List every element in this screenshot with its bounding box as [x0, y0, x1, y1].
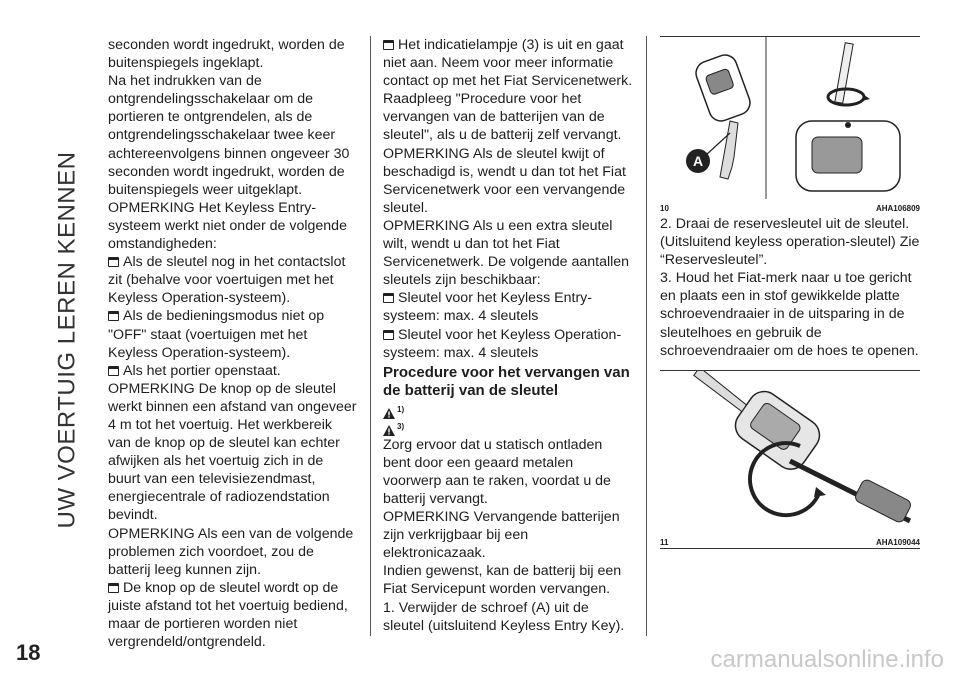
figure-10	[660, 36, 920, 213]
paragraph: 2. Draai de reservesleutel uit de sleutel. (Uitsluitend keyless operation-sleutel) Zie “Reservesleutel”.	[660, 216, 920, 269]
column-divider	[646, 36, 647, 636]
paragraph: Indien gewenst, kan de batterij bij een Fiat Servicepunt worden vervangen.	[383, 563, 622, 598]
watermark-text: carmanualsonline.info	[710, 646, 944, 673]
text-column-2	[383, 36, 633, 635]
callout-label: A	[692, 153, 704, 169]
figure-caption	[660, 204, 920, 213]
paragraph: Zorg ervoor dat u statisch ontladen bent door een geaard metalen voorwerp aan te raken, voordat u de batterij vervangt.	[383, 436, 611, 507]
bullet-item: De knop op de sleutel wordt op de juiste afstand tot het voertuig bediend, maar de portieren worden niet vergrendeld/ontgrendeld.	[108, 579, 358, 651]
paragraph: OPMERKING Vervangende batterijen zijn verkrijgbaar bij een elektronicazaak.	[383, 509, 620, 562]
key-screw-illustration	[660, 37, 920, 199]
figure-number: 10	[660, 204, 669, 213]
column-divider	[370, 36, 371, 636]
page-number: 18	[16, 640, 41, 665]
paragraph: OPMERKING De knop op de sleutel werkt binnen een afstand van ongeveer 4 m tot het voertuig. Het werkbereik van de knop op de sleutel kan echter afwijken als het voertuig zich in de buurt van een televisiezendmast, energiecentrale of radiozendstation bevindt.	[108, 380, 357, 524]
paragraph: OPMERKING Als de sleutel kwijt of beschadigd is, wendt u dan tot het Fiat Servicenetwerk voor een vervangende sleutel.	[383, 145, 626, 216]
section-title-vertical	[52, 34, 82, 634]
text-column-1	[108, 36, 358, 651]
paragraph: OPMERKING Als een van de volgende problemen zich voordoet, zou de batterij leeg kunnen zijn.	[108, 525, 354, 578]
section-heading: Procedure voor het vervangen van de batterij van de sleutel	[383, 363, 630, 399]
paragraph: Na het indrukken van de ontgrendelingsschakelaar om de portieren te ontgrendelen, als de ontgrendelingsschakelaar twee keer achtereenvolgens binnen ongeveer 30 seconden wordt ingedrukt, worden de buitenspiegels weer uitgeklapt.	[108, 73, 350, 198]
figure-code: AHA106809	[875, 204, 920, 213]
paragraph: 1. Verwijder de schroef (A) uit de sleutel (uitsluitend Keyless Entry Key).	[383, 599, 625, 634]
warning-ref-number: 3)	[397, 421, 405, 431]
warning-ref	[383, 402, 633, 419]
bullet-item: Sleutel voor het Keyless Operation-systeem: max. 4 sleutels	[383, 326, 633, 362]
figure-caption	[660, 538, 920, 547]
figure-code: AHA109044	[875, 538, 920, 547]
warning-icon	[383, 408, 395, 419]
paragraph: OPMERKING Als u een extra sleutel wilt, wendt u dan tot het Fiat Servicenetwerk. De volgende aantallen sleutels zijn beschikbaar:	[383, 217, 630, 289]
bullet-item: Als de bedieningsmodus niet op "OFF" staat (voertuigen met het Keyless Operation-systeem).	[108, 307, 358, 361]
warning-icon	[383, 425, 395, 436]
figure-bottom-rule	[660, 548, 920, 549]
figure-number: 11	[660, 538, 669, 547]
warning-ref	[383, 419, 633, 436]
bullet-item: Als het portier openstaat.	[108, 362, 358, 380]
key-opening-illustration	[660, 371, 920, 533]
figure-11	[660, 370, 920, 547]
section-title: UW VOERTUIG LEREN KENNEN	[53, 151, 81, 529]
warning-ref-number: 1)	[397, 404, 405, 414]
bullet-item: Als de sleutel nog in het contactslot zit (behalve voor voertuigen met het Keyless Operation-systeem).	[108, 253, 358, 307]
text-column-3	[660, 215, 920, 360]
paragraph: seconden wordt ingedrukt, worden de buitenspiegels ingeklapt.	[108, 37, 345, 72]
bullet-item: Sleutel voor het Keyless Entry-systeem: max. 4 sleutels	[383, 289, 633, 325]
bullet-item: Het indicatielampje (3) is uit en gaat niet aan. Neem voor meer informatie contact op met het Fiat Servicenetwerk. Raadpleeg "Procedure voor het vervangen van de batterijen van de sleutel", als u de batterij zelf vervangt.	[383, 37, 633, 144]
paragraph: 3. Houd het Fiat-merk naar u toe gericht en plaats een in stof gewikkelde platte schroevendraaier in de uitsparing in de sleutelhoes en gebruik de schroevendraaier om de hoes te openen.	[660, 270, 919, 359]
paragraph: OPMERKING Het Keyless Entry-systeem werkt niet onder de volgende omstandigheden:	[108, 199, 347, 253]
